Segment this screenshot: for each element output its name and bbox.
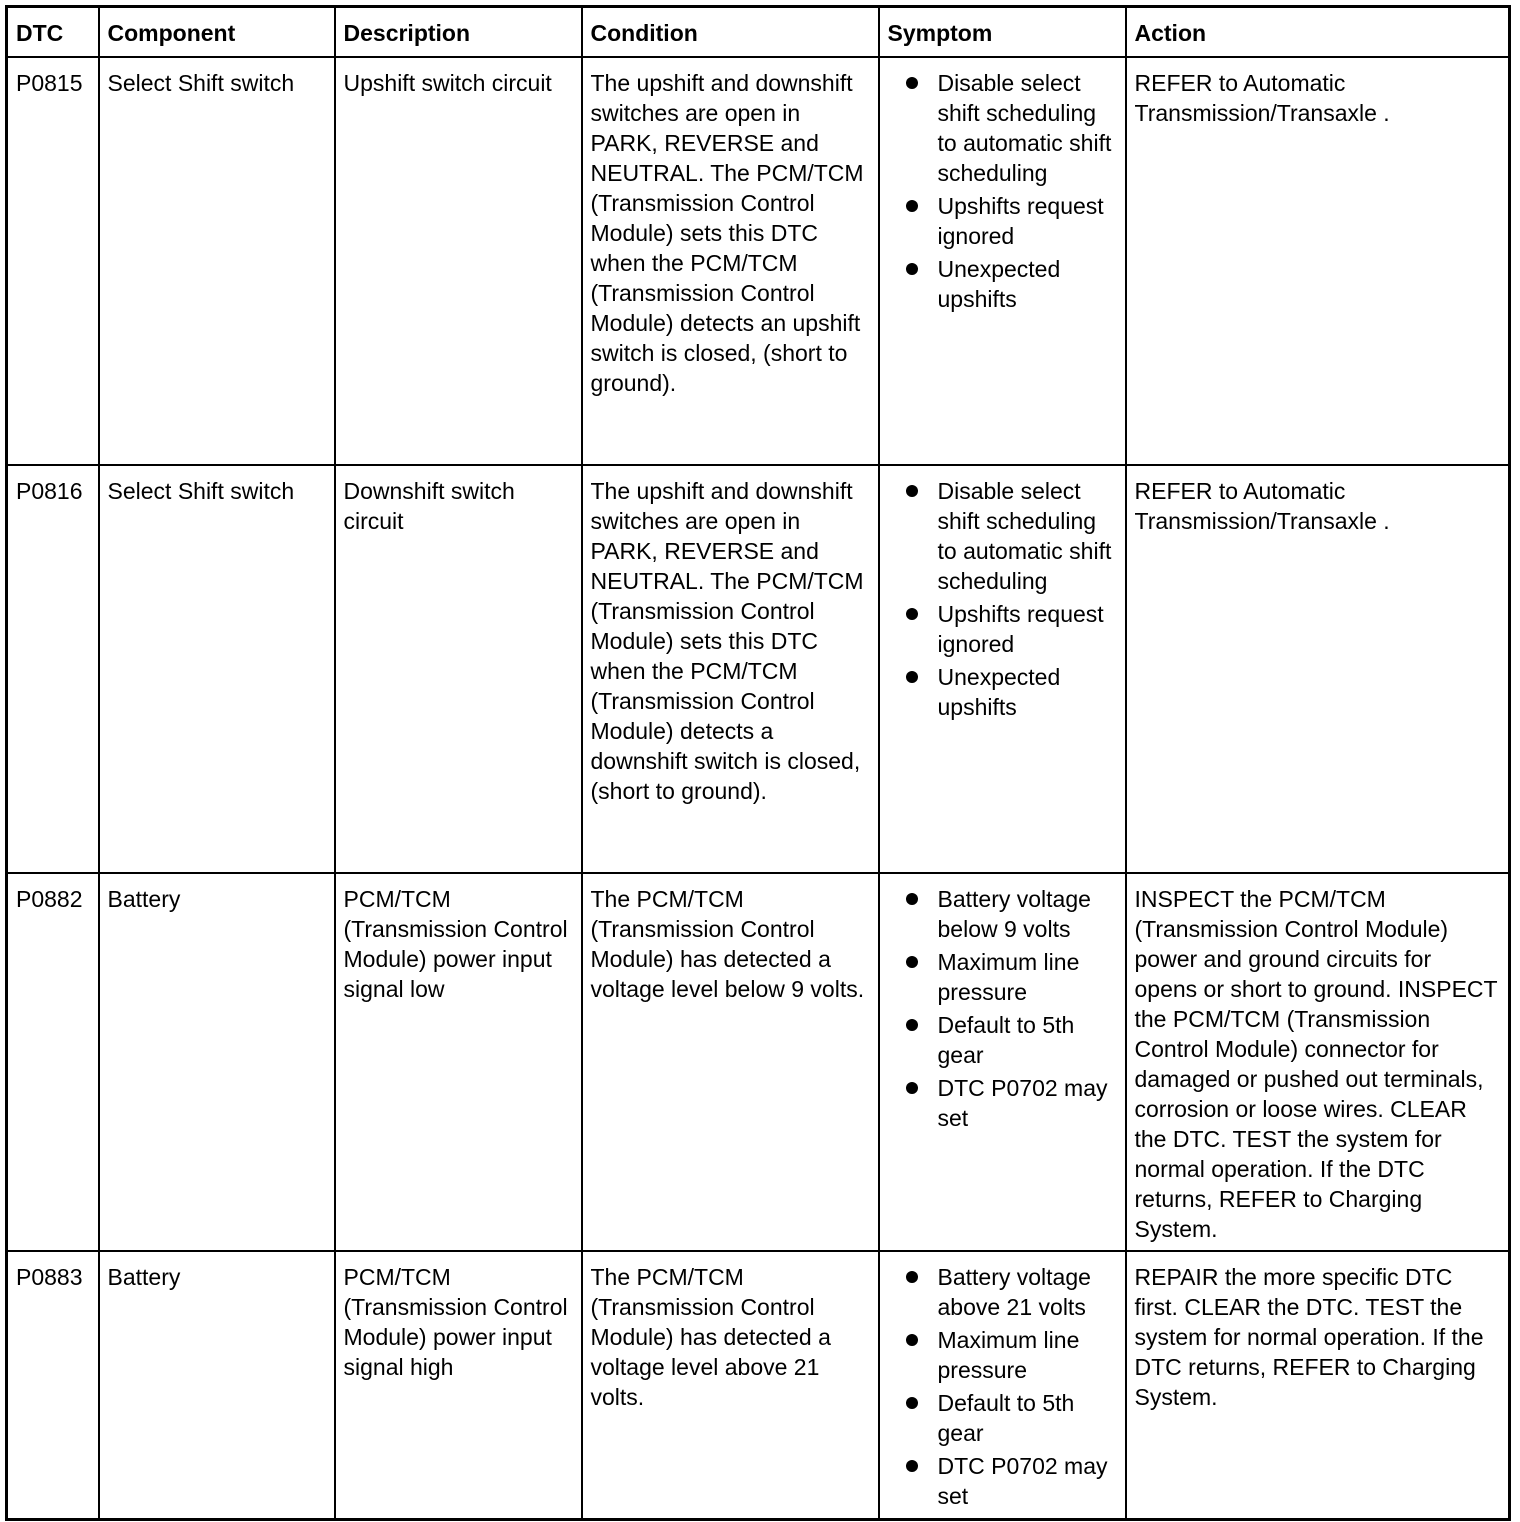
- cell-dtc: P0883: [7, 1251, 99, 1520]
- symptom-list: [888, 1262, 1117, 1511]
- cell-description: PCM/TCM (Transmission Control Module) power input signal low: [335, 873, 582, 1251]
- cell-condition: The upshift and downshift switches are open in PARK, REVERSE and NEUTRAL. The PCM/TCM (Transmission Control Module) sets this DTC when the PCM/TCM (Transmission Control Module) detects a downshift switch is closed, (short to ground).: [582, 465, 879, 873]
- symptom-list: [888, 476, 1117, 722]
- cell-dtc: P0816: [7, 465, 99, 873]
- cell-symptom: [879, 465, 1126, 873]
- symptom-item: Battery voltage above 21 volts: [888, 1262, 1117, 1322]
- dtc-table: [5, 5, 1511, 1521]
- header-symptom: Symptom: [879, 7, 1126, 58]
- symptom-item: Default to 5th gear: [888, 1388, 1117, 1448]
- cell-action: REPAIR the more specific DTC first. CLEAR the DTC. TEST the system for normal operation. If the DTC returns, REFER to Charging System.: [1126, 1251, 1510, 1520]
- cell-action: REFER to Automatic Transmission/Transaxle .: [1126, 57, 1510, 465]
- header-description: Description: [335, 7, 582, 58]
- symptom-item: Upshifts request ignored: [888, 191, 1117, 251]
- table-header-row: [7, 7, 1510, 58]
- symptom-item: Upshifts request ignored: [888, 599, 1117, 659]
- symptom-item: Disable select shift scheduling to automatic shift scheduling: [888, 476, 1117, 596]
- header-condition: Condition: [582, 7, 879, 58]
- header-component: Component: [99, 7, 335, 58]
- cell-symptom: [879, 1251, 1126, 1520]
- symptom-item: DTC P0702 may set: [888, 1451, 1117, 1511]
- cell-component: Select Shift switch: [99, 465, 335, 873]
- symptom-item: DTC P0702 may set: [888, 1073, 1117, 1133]
- symptom-item: Default to 5th gear: [888, 1010, 1117, 1070]
- cell-component: Select Shift switch: [99, 57, 335, 465]
- symptom-list: [888, 68, 1117, 314]
- cell-description: PCM/TCM (Transmission Control Module) power input signal high: [335, 1251, 582, 1520]
- table-row: [7, 873, 1510, 1251]
- symptom-item: Disable select shift scheduling to automatic shift scheduling: [888, 68, 1117, 188]
- table-row: [7, 465, 1510, 873]
- cell-component: Battery: [99, 873, 335, 1251]
- header-action: Action: [1126, 7, 1510, 58]
- cell-component: Battery: [99, 1251, 335, 1520]
- cell-symptom: [879, 873, 1126, 1251]
- cell-description: Upshift switch circuit: [335, 57, 582, 465]
- header-dtc: DTC: [7, 7, 99, 58]
- cell-condition: The upshift and downshift switches are open in PARK, REVERSE and NEUTRAL. The PCM/TCM (Transmission Control Module) sets this DTC when the PCM/TCM (Transmission Control Module) detects an upshift switch is closed, (short to ground).: [582, 57, 879, 465]
- symptom-list: [888, 884, 1117, 1133]
- symptom-item: Maximum line pressure: [888, 1325, 1117, 1385]
- table-row: [7, 1251, 1510, 1520]
- symptom-item: Maximum line pressure: [888, 947, 1117, 1007]
- cell-description: Downshift switch circuit: [335, 465, 582, 873]
- cell-condition: The PCM/TCM (Transmission Control Module) has detected a voltage level above 21 volts.: [582, 1251, 879, 1520]
- cell-condition: The PCM/TCM (Transmission Control Module) has detected a voltage level below 9 volts.: [582, 873, 879, 1251]
- cell-dtc: P0815: [7, 57, 99, 465]
- cell-symptom: [879, 57, 1126, 465]
- cell-action: REFER to Automatic Transmission/Transaxle .: [1126, 465, 1510, 873]
- symptom-item: Battery voltage below 9 volts: [888, 884, 1117, 944]
- cell-dtc: P0882: [7, 873, 99, 1251]
- symptom-item: Unexpected upshifts: [888, 662, 1117, 722]
- cell-action: INSPECT the PCM/TCM (Transmission Control Module) power and ground circuits for opens or short to ground. INSPECT the PCM/TCM (Transmission Control Module) connector for damaged or pushed out terminals, corrosion or loose wires. CLEAR the DTC. TEST the system for normal operation. If the DTC returns, REFER to Charging System.: [1126, 873, 1510, 1251]
- table-row: [7, 57, 1510, 465]
- symptom-item: Unexpected upshifts: [888, 254, 1117, 314]
